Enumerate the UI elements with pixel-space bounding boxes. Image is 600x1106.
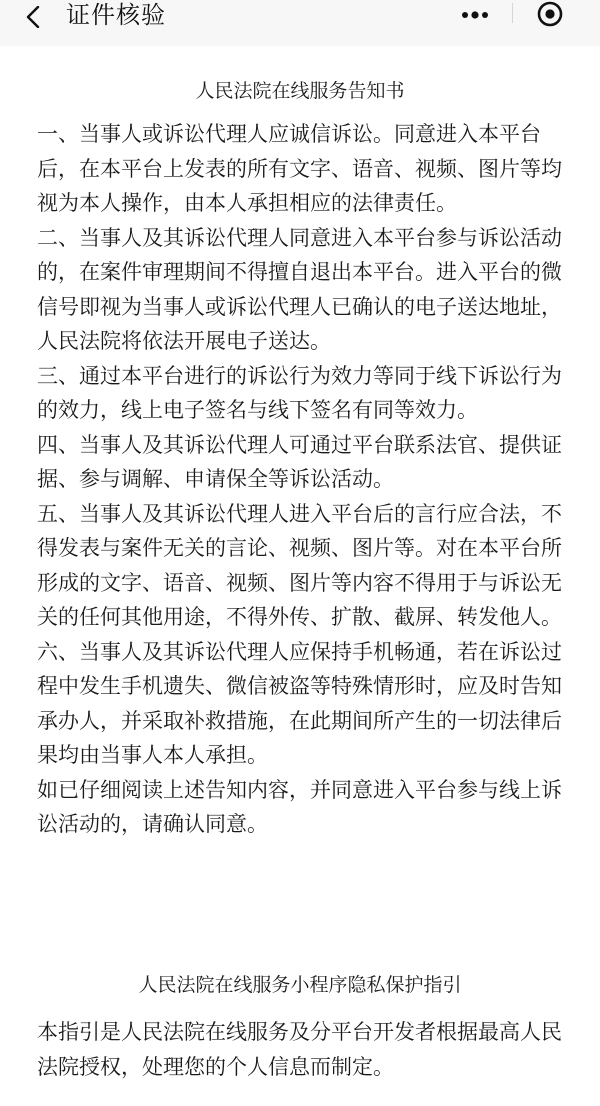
notice-paragraph-6: 六、当事人及其诉讼代理人应保持手机畅通，若在诉讼过程中发生手机遗失、微信被盗等特殊情形时，应及时告知承办人，并采取补救措施，在此期间所产生的一切法律后果均由当事人本人承担。 xyxy=(37,639,562,767)
notice-body xyxy=(37,117,569,842)
notice-paragraph-1: 一、当事人或诉讼代理人应诚信诉讼。同意进入本平台后，在本平台上发表的所有文字、语音、视频、图片等均视为本人操作，由本人承担相应的法律责任。 xyxy=(37,122,562,215)
back-arrow-icon xyxy=(26,6,40,28)
privacy-intro: 本指引是人民法院在线服务及分平台开发者根据最高人民法院授权，处理您的个人信息而制定。 xyxy=(37,1020,562,1079)
capsule-divider xyxy=(512,3,513,23)
back-button[interactable] xyxy=(18,0,48,34)
notice-paragraph-3: 三、通过本平台进行的诉讼行为效力等同于线下诉讼行为的效力，线上电子签名与线下签名有同等效力。 xyxy=(37,363,562,422)
page-title: 证件核验 xyxy=(66,1,166,29)
more-button[interactable] xyxy=(452,0,498,30)
close-button[interactable] xyxy=(532,0,568,28)
target-close-icon xyxy=(536,0,564,28)
privacy-body xyxy=(37,1015,569,1084)
notice-paragraph-5: 五、当事人及其诉讼代理人进入平台后的言行应合法，不得发表与案件无关的言论、视频、图片等。对在本平台所形成的文字、语音、视频、图片等内容不得用于与诉讼无关的任何其他用途，不得外传、扩散、截屏、转发他人。 xyxy=(37,501,562,629)
notice-title: 人民法院在线服务告知书 xyxy=(195,80,405,102)
navigation-bar xyxy=(0,0,600,46)
notice-paragraph-4: 四、当事人及其诉讼代理人可通过平台联系法官、提供证据、参与调解、申请保全等诉讼活动。 xyxy=(37,432,562,491)
more-dots-icon xyxy=(460,11,490,19)
notice-confirm-text: 如已仔细阅读上述告知内容，并同意进入平台参与线上诉讼活动的，请确认同意。 xyxy=(37,777,562,836)
privacy-title: 人民法院在线服务小程序隐私保护指引 xyxy=(138,974,462,996)
notice-paragraph-2: 二、当事人及其诉讼代理人同意进入本平台参与诉讼活动的，在案件审理期间不得擅自退出本平台。进入平台的微信号即视为当事人或诉讼代理人已确认的电子送达地址，人民法院将依法开展电子送达。 xyxy=(37,225,562,353)
